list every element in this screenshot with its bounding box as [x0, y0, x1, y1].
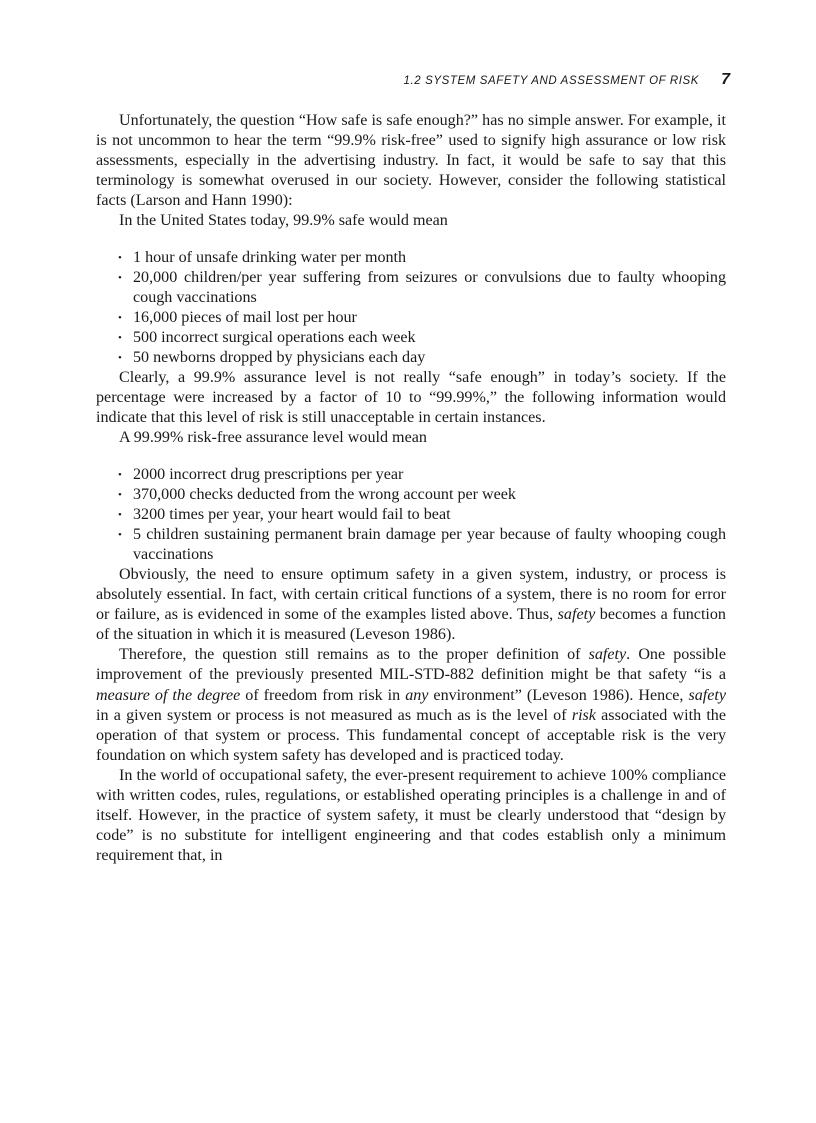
emphasis-measure-of-degree: measure of the degree: [96, 686, 241, 704]
bullet-icon: •: [118, 488, 122, 501]
bullet-list-9999: [96, 465, 726, 565]
paragraph-definition-of-safety: Therefore, the question still remains as to the proper definition of safety. One possible improvement of the previously presented MIL-STD-882 definition might be that safety “is a measure of the degree of freedom from risk in any environment” (Leveson 1986). Hence, safety in a given system or process is not measured as much as is the level of risk associated with the operation of that system or process. This fundamental concept of acceptable risk is the very foundation on which system safety has developed and is practiced today.: [96, 646, 726, 764]
emphasis-any: any: [405, 686, 429, 704]
bullet-icon: •: [118, 271, 122, 284]
paragraph-obviously: Obviously, the need to ensure optimum safety in a given system, industry, or process is absolutely essential. In fact, with certain critical functions of a system, there is no room for error or failure, as is evidenced in some of the examples listed above. Thus, safety becomes a function of the situation in which it is measured (Leveson 1986).: [96, 565, 726, 644]
bullet-icon: •: [118, 528, 122, 541]
bullet-icon: •: [118, 468, 122, 481]
list-item: [96, 248, 726, 268]
bullet-icon: •: [118, 508, 122, 521]
list-item-text: 1 hour of unsafe drinking water per month: [133, 248, 407, 266]
paragraph-clearly: Clearly, a 99.9% assurance level is not really “safe enough” in today’s society. If the percentage were increased by a factor of 10 to “99.99%,” the following information would indicate that this level of risk is still unacceptable in certain instances.: [96, 369, 726, 427]
running-header: [96, 70, 730, 91]
list-item: [96, 328, 726, 348]
page-body: [96, 111, 726, 866]
list-item: [96, 505, 726, 525]
list-item-text: 20,000 children/per year suffering from seizures or convulsions due to faulty whooping cough vaccinations: [133, 268, 726, 306]
list-item: [96, 465, 726, 485]
bullet-icon: •: [118, 311, 122, 324]
bullet-list-999: [96, 248, 726, 369]
paragraph-9999-intro: A 99.99% risk-free assurance level would mean: [119, 429, 427, 447]
section-title: 1.2 SYSTEM SAFETY AND ASSESSMENT OF RISK: [403, 75, 700, 87]
list-item-text: 2000 incorrect drug prescriptions per year: [133, 465, 404, 483]
list-item-text: 5 children sustaining permanent brain damage per year because of faulty whooping cough vaccinations: [133, 525, 726, 563]
emphasis-risk: risk: [571, 706, 596, 724]
bullet-icon: •: [118, 251, 122, 264]
list-item-text: 16,000 pieces of mail lost per hour: [133, 308, 357, 326]
paragraph-999-intro: In the United States today, 99.9% safe would mean: [119, 212, 448, 230]
list-item: [96, 268, 726, 308]
bullet-icon: •: [118, 352, 122, 365]
bullet-icon: •: [118, 331, 122, 344]
paragraph-occupational-safety: In the world of occupational safety, the ever-present requirement to achieve 100% compliance with written codes, rules, regulations, or established operating principles is a challenge in and of itself. However, in the practice of system safety, it must be clearly understood that “design by code” is no substitute for intelligent engineering and that codes establish only a minimum requirement that, in: [96, 766, 726, 865]
list-item-text: 500 incorrect surgical operations each week: [133, 328, 416, 346]
list-item-text: 370,000 checks deducted from the wrong account per week: [133, 485, 516, 503]
paragraph-how-safe: Unfortunately, the question “How safe is safe enough?” has no simple answer. For example, it is not uncommon to hear the term “99.9% risk-free” used to signify high assurance or low risk assessments, especially in the advertising industry. In fact, it would be safe to say that this terminology is somewhat overused in our society. However, consider the following statistical facts (Larson and Hann 1990):: [96, 112, 726, 210]
list-item: [96, 485, 726, 505]
emphasis-safety: safety: [557, 606, 596, 624]
emphasis-safety: safety: [688, 686, 726, 704]
list-item-text: 50 newborns dropped by physicians each day: [133, 349, 426, 367]
emphasis-safety: safety: [588, 646, 627, 664]
list-item-text: 3200 times per year, your heart would fail to beat: [133, 505, 451, 523]
page-number: 7: [721, 71, 730, 88]
list-item: [96, 525, 726, 565]
list-item: [96, 308, 726, 328]
list-item: [96, 348, 726, 368]
